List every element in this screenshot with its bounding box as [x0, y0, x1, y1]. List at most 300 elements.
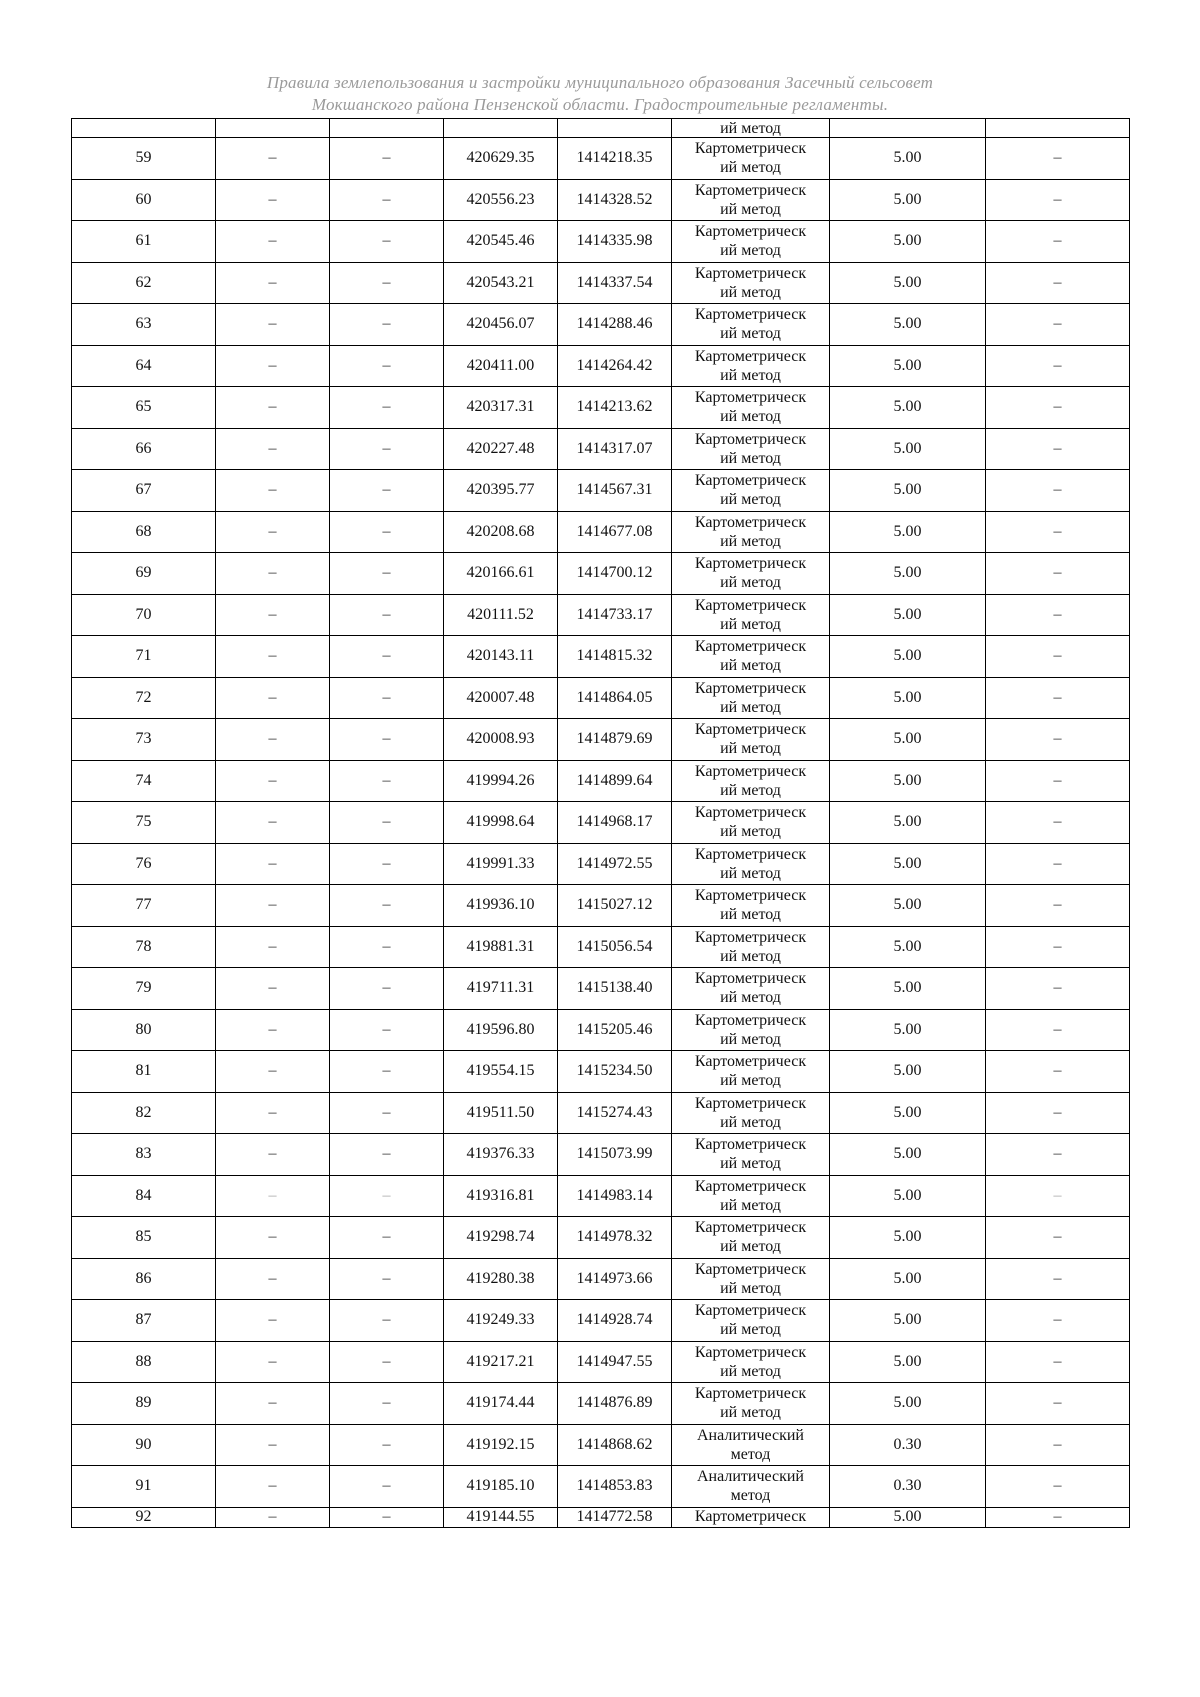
method-line-2: ий метод [720, 657, 781, 675]
cell-x-coordinate: 420629.35 [444, 138, 558, 180]
table-row [72, 636, 1130, 678]
cell-x-coordinate: 420111.52 [444, 594, 558, 636]
method-line-2: ий метод [720, 159, 781, 177]
cell-accuracy: 5.00 [830, 1051, 986, 1093]
method-line-2: ий метод [720, 1238, 781, 1256]
cell-accuracy: 5.00 [830, 1009, 986, 1051]
table-row [72, 345, 1130, 387]
cell-x-coordinate: 419376.33 [444, 1134, 558, 1176]
table-row [72, 1092, 1130, 1134]
cell-dash: – [330, 636, 444, 678]
page-header [0, 72, 1200, 116]
cell-y-coordinate: 1414317.07 [558, 428, 672, 470]
table-row [72, 1383, 1130, 1425]
cell-dash: – [330, 221, 444, 263]
cell-y-coordinate: 1414853.83 [558, 1466, 672, 1508]
cell-method [672, 968, 830, 1010]
cell-point-number: 82 [72, 1092, 216, 1134]
cell-point-number: 79 [72, 968, 216, 1010]
cell-accuracy: 5.00 [830, 885, 986, 927]
table-row [72, 1009, 1130, 1051]
cell-point-number: 61 [72, 221, 216, 263]
cell-dash: – [330, 1175, 444, 1217]
cell-x-coordinate: 420543.21 [444, 262, 558, 304]
cell-dash: – [330, 138, 444, 180]
method-line-1: Картометрическ [694, 1094, 807, 1112]
cell-point-number: 84 [72, 1175, 216, 1217]
method-line-2: ий метод [720, 200, 781, 218]
cell-empty [830, 119, 986, 138]
table-row [72, 843, 1130, 885]
cell-method: Картометрическ [672, 1507, 830, 1527]
cell-x-coordinate: 419280.38 [444, 1258, 558, 1300]
cell-dash: – [330, 1383, 444, 1425]
method-line-2: ий метод [720, 532, 781, 550]
method-line-2: ий метод [720, 615, 781, 633]
cell-dash: – [216, 1051, 330, 1093]
cell-accuracy: 5.00 [830, 760, 986, 802]
cell-point-number: 78 [72, 926, 216, 968]
cell-y-coordinate: 1414335.98 [558, 221, 672, 263]
cell-dash: – [330, 677, 444, 719]
cell-dash: – [986, 1466, 1130, 1508]
cell-dash: – [216, 1424, 330, 1466]
method-line-2: ий метод [720, 242, 781, 260]
cell-dash: – [216, 1341, 330, 1383]
table-row [72, 1051, 1130, 1093]
cell-accuracy: 5.00 [830, 594, 986, 636]
cell-point-number: 76 [72, 843, 216, 885]
cell-y-coordinate: 1414876.89 [558, 1383, 672, 1425]
cell-empty [72, 119, 216, 138]
cell-accuracy: 5.00 [830, 968, 986, 1010]
cell-accuracy: 5.00 [830, 345, 986, 387]
cell-method [672, 1466, 830, 1508]
cell-y-coordinate: 1414868.62 [558, 1424, 672, 1466]
cell-method [672, 553, 830, 595]
cell-y-coordinate: 1414567.31 [558, 470, 672, 512]
method-line-1: Картометрическ [694, 1219, 807, 1237]
cell-accuracy: 5.00 [830, 304, 986, 346]
cell-method [672, 1383, 830, 1425]
cell-y-coordinate: 1414337.54 [558, 262, 672, 304]
cell-method [672, 428, 830, 470]
cell-x-coordinate: 419316.81 [444, 1175, 558, 1217]
method-line-1: Картометрическ [694, 1136, 807, 1154]
method-line-2: ий метод [720, 1030, 781, 1048]
cell-accuracy: 5.00 [830, 470, 986, 512]
cell-y-coordinate: 1414983.14 [558, 1175, 672, 1217]
method-line-1: Картометрическ [694, 596, 807, 614]
cell-dash: – [986, 1092, 1130, 1134]
cell-dash: – [216, 304, 330, 346]
cell-point-number: 59 [72, 138, 216, 180]
cell-x-coordinate: 420166.61 [444, 553, 558, 595]
cell-accuracy: 5.00 [830, 262, 986, 304]
method-line-1: Картометрическ [694, 140, 807, 158]
cell-dash: – [986, 1051, 1130, 1093]
cell-dash: – [216, 1300, 330, 1342]
cell-method [672, 138, 830, 180]
table-row [72, 511, 1130, 553]
cell-dash: – [330, 1134, 444, 1176]
cell-dash: – [216, 1258, 330, 1300]
cell-accuracy: 5.00 [830, 1134, 986, 1176]
cell-dash: – [986, 428, 1130, 470]
method-line-1: Картометрическ [694, 638, 807, 656]
method-line-2: ий метод [720, 1279, 781, 1297]
method-line-2: ий метод [720, 989, 781, 1007]
cell-dash: – [986, 1258, 1130, 1300]
method-line-2: метод [730, 1445, 771, 1463]
cell-accuracy: 5.00 [830, 387, 986, 429]
cell-y-coordinate: 1414264.42 [558, 345, 672, 387]
cell-point-number: 73 [72, 719, 216, 761]
cell-point-number: 86 [72, 1258, 216, 1300]
cell-dash: – [330, 179, 444, 221]
cell-point-number: 81 [72, 1051, 216, 1093]
method-line-2: ий метод [720, 698, 781, 716]
cell-dash: – [986, 221, 1130, 263]
cell-x-coordinate: 419185.10 [444, 1466, 558, 1508]
method-line-2: ий метод [720, 491, 781, 509]
cell-point-number: 75 [72, 802, 216, 844]
cell-point-number: 70 [72, 594, 216, 636]
cell-method [672, 1134, 830, 1176]
cell-accuracy: 5.00 [830, 843, 986, 885]
method-line-2: метод [730, 1487, 771, 1505]
table-row [72, 387, 1130, 429]
header-line-1: Правила землепользования и застройки муниципального образования Засечный сельсовет [266, 73, 934, 92]
cell-point-number: 66 [72, 428, 216, 470]
cell-x-coordinate: 420008.93 [444, 719, 558, 761]
cell-method [672, 885, 830, 927]
table-row [72, 719, 1130, 761]
cell-y-coordinate: 1414733.17 [558, 594, 672, 636]
cell-dash: – [986, 1134, 1130, 1176]
cell-dash: – [330, 968, 444, 1010]
cell-point-number: 63 [72, 304, 216, 346]
cell-y-coordinate: 1415073.99 [558, 1134, 672, 1176]
cell-x-coordinate: 420556.23 [444, 179, 558, 221]
cell-y-coordinate: 1414772.58 [558, 1507, 672, 1527]
cell-point-number: 89 [72, 1383, 216, 1425]
cell-dash: – [330, 594, 444, 636]
method-line-2: ий метод [720, 574, 781, 592]
cell-method [672, 760, 830, 802]
cell-y-coordinate: 1414677.08 [558, 511, 672, 553]
cell-point-number: 71 [72, 636, 216, 678]
method-line-1: Картометрическ [694, 845, 807, 863]
table-row [72, 1217, 1130, 1259]
cell-dash: – [986, 470, 1130, 512]
cell-method [672, 221, 830, 263]
cell-dash: – [216, 1217, 330, 1259]
cell-dash: – [986, 304, 1130, 346]
cell-point-number: 67 [72, 470, 216, 512]
cell-method [672, 594, 830, 636]
cell-x-coordinate: 420456.07 [444, 304, 558, 346]
cell-accuracy: 5.00 [830, 1258, 986, 1300]
method-line-1: Картометрическ [694, 679, 807, 697]
method-line-2: ий метод [720, 1155, 781, 1173]
cell-accuracy: 5.00 [830, 179, 986, 221]
cell-accuracy: 5.00 [830, 511, 986, 553]
cell-dash: – [216, 1507, 330, 1527]
cell-dash: – [216, 511, 330, 553]
cell-x-coordinate: 420395.77 [444, 470, 558, 512]
cell-dash: – [986, 802, 1130, 844]
cell-method [672, 1341, 830, 1383]
cell-point-number: 64 [72, 345, 216, 387]
method-line-1: Картометрическ [694, 1260, 807, 1278]
cell-dash: – [986, 636, 1130, 678]
table-row [72, 968, 1130, 1010]
cell-dash: – [986, 677, 1130, 719]
cell-dash: – [330, 428, 444, 470]
cell-point-number: 80 [72, 1009, 216, 1051]
cell-dash: – [216, 387, 330, 429]
cell-dash: – [216, 594, 330, 636]
cell-accuracy: 5.00 [830, 1217, 986, 1259]
cell-x-coordinate: 419192.15 [444, 1424, 558, 1466]
table-row [72, 1466, 1130, 1508]
cell-dash: – [330, 387, 444, 429]
cell-empty [330, 119, 444, 138]
cell-dash: – [330, 802, 444, 844]
cell-x-coordinate: 419881.31 [444, 926, 558, 968]
cell-accuracy: 5.00 [830, 1341, 986, 1383]
cell-y-coordinate: 1414947.55 [558, 1341, 672, 1383]
cell-accuracy: 5.00 [830, 221, 986, 263]
cell-accuracy: 5.00 [830, 636, 986, 678]
method-line-1: Картометрическ [694, 970, 807, 988]
cell-dash: – [330, 1092, 444, 1134]
cell-method [672, 1424, 830, 1466]
table-row [72, 885, 1130, 927]
cell-dash: – [330, 760, 444, 802]
cell-method [672, 636, 830, 678]
cell-empty [558, 119, 672, 138]
cell-y-coordinate: 1414968.17 [558, 802, 672, 844]
cell-point-number: 90 [72, 1424, 216, 1466]
cell-dash: – [216, 1092, 330, 1134]
cell-point-number: 83 [72, 1134, 216, 1176]
cell-point-number: 72 [72, 677, 216, 719]
method-line-1: Картометрическ [694, 181, 807, 199]
cell-dash: – [986, 387, 1130, 429]
cell-dash: – [216, 1383, 330, 1425]
cell-dash: – [330, 511, 444, 553]
method-line-2: ий метод [720, 781, 781, 799]
cell-dash: – [330, 1424, 444, 1466]
method-line-2: ий метод [720, 1404, 781, 1422]
cell-accuracy: 5.00 [830, 1300, 986, 1342]
method-line-2: ий метод [720, 947, 781, 965]
table-row [72, 760, 1130, 802]
method-line-1: Картометрическ [694, 347, 807, 365]
cell-dash: – [330, 843, 444, 885]
cell-x-coordinate: 419298.74 [444, 1217, 558, 1259]
cell-y-coordinate: 1414864.05 [558, 677, 672, 719]
method-line-1: Картометрическ [694, 1177, 807, 1195]
header-line-2: Мокшанского района Пензенской области. Градостроительные регламенты. [311, 95, 889, 114]
cell-point-number: 85 [72, 1217, 216, 1259]
cell-dash: – [986, 594, 1130, 636]
coordinates-table [71, 118, 1130, 1528]
method-line-1: Картометрическ [694, 389, 807, 407]
cell-method [672, 802, 830, 844]
cell-dash: – [330, 304, 444, 346]
cell-x-coordinate: 419511.50 [444, 1092, 558, 1134]
method-line-1: Картометрическ [694, 1385, 807, 1403]
method-line-1: Картометрическ [694, 430, 807, 448]
cell-dash: – [330, 926, 444, 968]
cell-x-coordinate: 420208.68 [444, 511, 558, 553]
cell-x-coordinate: 419217.21 [444, 1341, 558, 1383]
cell-dash: – [330, 1009, 444, 1051]
cell-y-coordinate: 1415027.12 [558, 885, 672, 927]
cell-x-coordinate: 419249.33 [444, 1300, 558, 1342]
method-line-2: ий метод [720, 1321, 781, 1339]
cell-accuracy: 5.00 [830, 1383, 986, 1425]
method-line-1: Картометрическ [694, 1053, 807, 1071]
table-row [72, 262, 1130, 304]
cell-dash: – [986, 843, 1130, 885]
method-line-2: ий метод [720, 408, 781, 426]
cell-accuracy: 5.00 [830, 553, 986, 595]
cell-dash: – [330, 262, 444, 304]
cell-x-coordinate: 420411.00 [444, 345, 558, 387]
cell-dash: – [330, 553, 444, 595]
cell-y-coordinate: 1414218.35 [558, 138, 672, 180]
cell-y-coordinate: 1414972.55 [558, 843, 672, 885]
cell-dash: – [986, 1341, 1130, 1383]
cell-method-continuation: ий метод [672, 119, 830, 138]
table-row [72, 802, 1130, 844]
cell-x-coordinate: 419994.26 [444, 760, 558, 802]
cell-method [672, 511, 830, 553]
method-line-1: Картометрическ [694, 264, 807, 282]
cell-dash: – [330, 1051, 444, 1093]
cell-method [672, 1175, 830, 1217]
method-line-1: Картометрическ [694, 721, 807, 739]
cell-dash: – [986, 968, 1130, 1010]
table-row-last [72, 1507, 1130, 1527]
cell-point-number: 65 [72, 387, 216, 429]
cell-y-coordinate: 1414973.66 [558, 1258, 672, 1300]
cell-dash: – [216, 179, 330, 221]
cell-point-number: 69 [72, 553, 216, 595]
cell-accuracy: 5.00 [830, 1507, 986, 1527]
cell-method [672, 262, 830, 304]
cell-y-coordinate: 1414978.32 [558, 1217, 672, 1259]
cell-empty [986, 119, 1130, 138]
cell-dash: – [216, 221, 330, 263]
method-line-2: ий метод [720, 906, 781, 924]
cell-method [672, 1009, 830, 1051]
cell-dash: – [986, 1383, 1130, 1425]
cell-dash: – [986, 1507, 1130, 1527]
cell-method [672, 470, 830, 512]
cell-accuracy: 5.00 [830, 428, 986, 470]
cell-point-number: 68 [72, 511, 216, 553]
method-line-2: ий метод [720, 864, 781, 882]
cell-dash: – [986, 926, 1130, 968]
table-body [72, 119, 1130, 1528]
cell-dash: – [216, 1175, 330, 1217]
cell-dash: – [330, 1507, 444, 1527]
method-line-1: Картометрическ [694, 762, 807, 780]
cell-dash: – [330, 345, 444, 387]
cell-dash: – [986, 138, 1130, 180]
cell-dash: – [216, 345, 330, 387]
cell-dash: – [216, 843, 330, 885]
cell-x-coordinate: 420317.31 [444, 387, 558, 429]
table-row [72, 553, 1130, 595]
table-row [72, 428, 1130, 470]
method-line-2: ий метод [720, 1196, 781, 1214]
cell-method [672, 1051, 830, 1093]
cell-y-coordinate: 1415056.54 [558, 926, 672, 968]
cell-dash: – [216, 802, 330, 844]
table-row [72, 1300, 1130, 1342]
cell-point-number: 87 [72, 1300, 216, 1342]
cell-dash: – [216, 262, 330, 304]
cell-accuracy: 5.00 [830, 719, 986, 761]
cell-dash: – [216, 968, 330, 1010]
method-line-1: Картометрическ [694, 1302, 807, 1320]
cell-dash: – [986, 1175, 1130, 1217]
cell-dash: – [986, 179, 1130, 221]
table-row [72, 1258, 1130, 1300]
cell-dash: – [216, 926, 330, 968]
cell-dash: – [986, 553, 1130, 595]
cell-dash: – [986, 1217, 1130, 1259]
table-row [72, 1341, 1130, 1383]
method-line-1: Картометрическ [694, 1011, 807, 1029]
cell-empty [216, 119, 330, 138]
table-row [72, 1175, 1130, 1217]
table-row [72, 138, 1130, 180]
cell-point-number: 77 [72, 885, 216, 927]
cell-accuracy: 5.00 [830, 926, 986, 968]
cell-x-coordinate: 420143.11 [444, 636, 558, 678]
cell-y-coordinate: 1414213.62 [558, 387, 672, 429]
method-line-1: Картометрическ [694, 223, 807, 241]
cell-x-coordinate: 419174.44 [444, 1383, 558, 1425]
table-row [72, 470, 1130, 512]
cell-y-coordinate: 1414879.69 [558, 719, 672, 761]
table-row [72, 1424, 1130, 1466]
method-line-1: Картометрическ [694, 804, 807, 822]
method-line-2: ий метод [720, 1072, 781, 1090]
cell-y-coordinate: 1414288.46 [558, 304, 672, 346]
cell-method [672, 387, 830, 429]
cell-dash: – [986, 262, 1130, 304]
cell-method [672, 677, 830, 719]
method-line-1: Картометрическ [694, 928, 807, 946]
cell-dash: – [330, 885, 444, 927]
method-line-1: Картометрическ [694, 555, 807, 573]
method-line-1: Аналитический [696, 1468, 804, 1486]
cell-dash: – [986, 719, 1130, 761]
cell-x-coordinate: 419991.33 [444, 843, 558, 885]
cell-dash: – [216, 138, 330, 180]
table-row [72, 594, 1130, 636]
cell-accuracy: 5.00 [830, 138, 986, 180]
cell-dash: – [216, 1466, 330, 1508]
